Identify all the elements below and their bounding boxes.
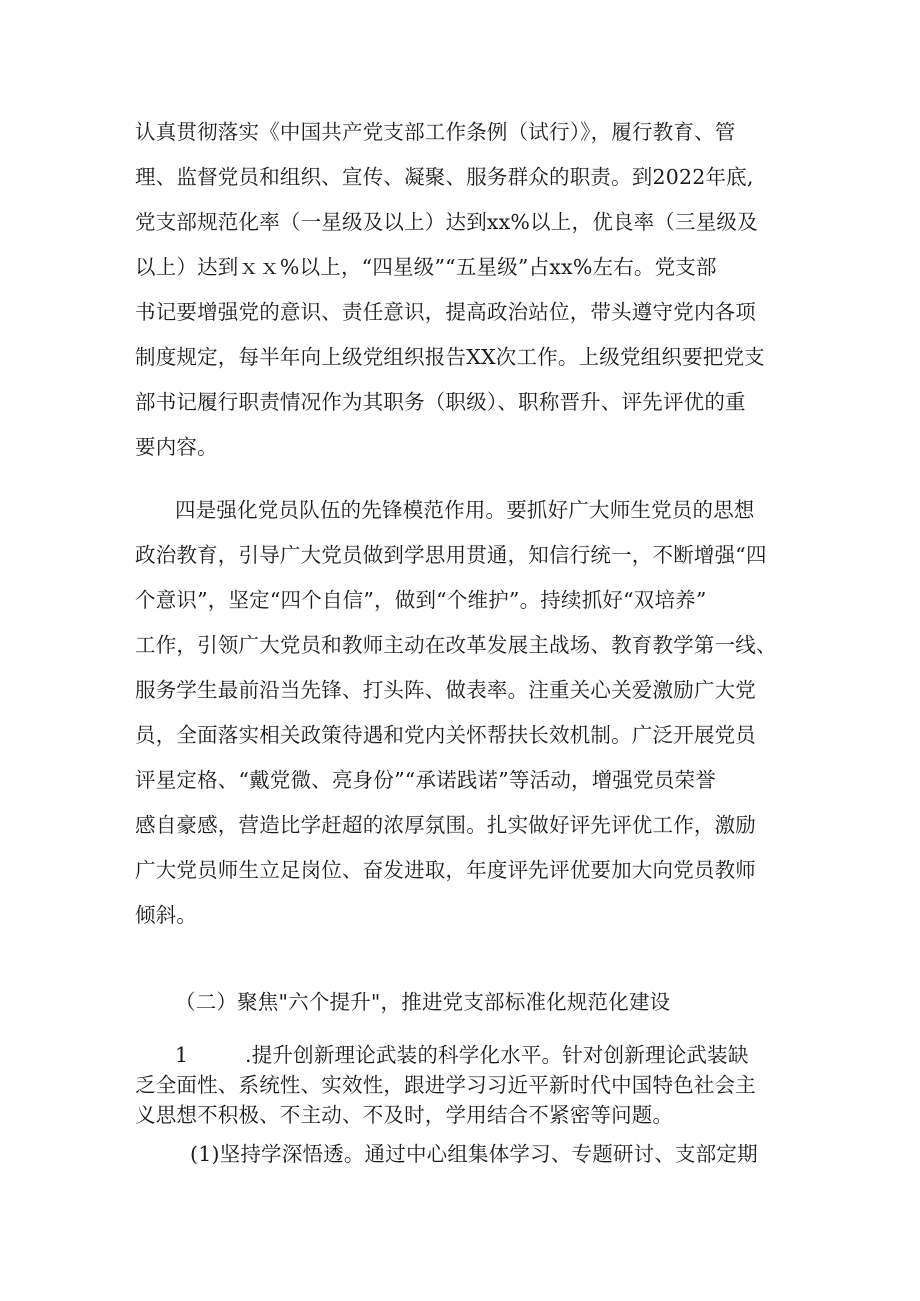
text-line: 员，全面落实相关政策待遇和党内关怀帮扶长效机制。广泛开展党员 [135,723,756,747]
paragraph-theory-arming [135,1040,795,1130]
text-line: 广大党员师生立足岗位、奋发进取，年度评先评优要加大向党员教师 [135,858,756,882]
section-heading: （二）聚焦"六个提升"，推进党支部标准化规范化建设 [175,990,671,1014]
text-line: 四是强化党员队伍的先锋模范作用。要抓好广大师生党员的思想 [175,498,755,522]
text-line: 理、监督党员和组织、宣传、凝聚、服务群众的职责。到2022年底, [135,165,754,189]
text-line: 部书记履行职责情况作为其职务（职级）、职称晋升、评先评优的重 [135,390,746,414]
text-line: 制度规定，每半年向上级党组织报告XX次工作。上级党组织要把党支 [135,345,765,369]
text-line-content: .提升创新理论武装的科学化水平。针对创新理论武装缺 [245,1043,749,1067]
text-line: 认真贯彻落实《中国共产党支部工作条例（试行）》，履行教育、管 [135,120,736,144]
text-line: 政治教育，引导广大党员做到学思用贯通，知信行统一，不断增强“四 [135,543,767,567]
text-line: 要内容。 [135,435,218,459]
text-line: 以上）达到ｘｘ%以上，“四星级”“五星级”占xx%左右。党支部 [135,255,717,279]
text-line: 义思想不积极、不主动、不及时，学用结合不紧密等问题。 [135,1103,674,1127]
text-line: 评星定格、“戴党微、亮身份”“承诺践诺”等活动，增强党员荣誉 [135,768,716,792]
text-line [135,1040,795,1070]
text-line: 书记要增强党的意识、责任意识，提高政治站位，带头遵守党内各项 [135,300,756,324]
text-line: 乏全面性、系统性、实效性，跟进学习习近平新时代中国特色社会主 [135,1073,756,1097]
paragraph-party-member-vanguard [135,488,795,938]
text-line: 服务学生最前沿当先锋、打头阵、做表率。注重关心关爱激励广大党 [135,678,756,702]
text-line: 工作，引领广大党员和教师主动在改革发展主战场、教育教学第一线、 [135,633,777,657]
list-number: 1 [175,1043,189,1067]
text-line: 倾斜。 [135,903,198,927]
paragraph-study-deeply: (1)坚持学深悟透。通过中心组集体学习、专题研讨、支部定期 [190,1142,758,1166]
text-line: 党支部规范化率（一星级及以上）达到xx%以上，优良率（三星级及 [135,210,758,234]
paragraph-branch-secretary-duties [135,110,795,470]
text-line: 感自豪感，营造比学赶超的浓厚氛围。扎实做好评先评优工作，激励 [135,813,756,837]
text-line: 个意识”，坚定“四个自信”，做到“个维护”。持续抓好“双培养” [135,588,707,612]
